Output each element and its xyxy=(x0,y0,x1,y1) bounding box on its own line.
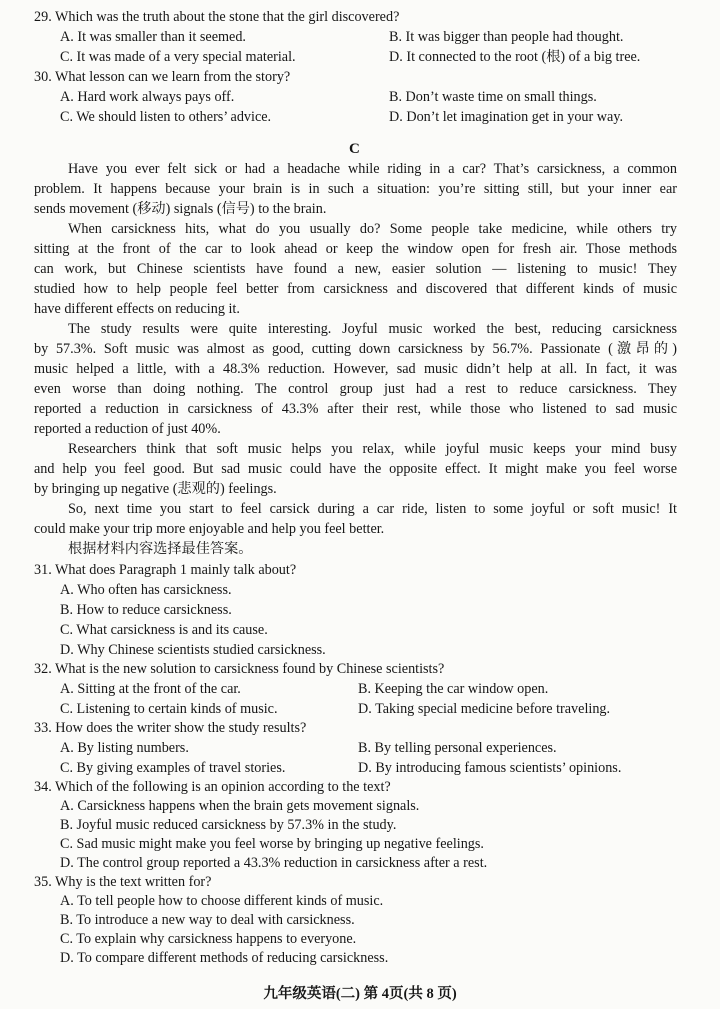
question-31-option-c[interactable]: C. What carsickness is and its cause. xyxy=(60,622,268,638)
instruction-text: 根据材料内容选择最佳答案。 xyxy=(68,541,253,557)
question-30-option-a[interactable]: A. Hard work always pays off. xyxy=(60,89,235,105)
passage-p3-line-2: by 57.3%. Soft music was almost as good, cutting down carsickness by 56.7%. Passionate (激昂的) xyxy=(34,341,677,357)
question-33-option-c[interactable]: C. By giving examples of travel stories. xyxy=(60,760,286,776)
passage-p2-line-4: studied how to help people feel better from carsickness and discovered that different kinds of music xyxy=(34,281,677,297)
passage-p3-line-5: reported a reduction in carsickness of 43.3% after their rest, while those who listened to sad music xyxy=(34,401,677,417)
question-32-option-d[interactable]: D. Taking special medicine before traveling. xyxy=(358,701,611,717)
section-label: C xyxy=(349,141,360,157)
passage-p2-line-2: sitting at the front of the car to look ahead or keep the window open for fresh air. Those methods xyxy=(34,241,677,257)
question-30-option-d[interactable]: D. Don’t let imagination get in your way. xyxy=(389,109,624,125)
passage-p5-line-1: So, next time you start to feel carsick during a car ride, listen to some joyful or soft music! It xyxy=(68,501,677,517)
question-31-stem: 31. What does Paragraph 1 mainly talk about? xyxy=(34,562,297,578)
question-35-option-b[interactable]: B. To introduce a new way to deal with carsickness. xyxy=(60,912,355,928)
question-34-option-b[interactable]: B. Joyful music reduced carsickness by 57.3% in the study. xyxy=(60,817,397,833)
passage-p1-line-2: problem. It happens because your brain is in such a situation: you’re sitting still, but your inner ear xyxy=(34,181,677,197)
question-29-option-b[interactable]: B. It was bigger than people had thought. xyxy=(389,29,624,45)
question-32-option-c[interactable]: C. Listening to certain kinds of music. xyxy=(60,701,278,717)
passage-p2-line-5: have different effects on reducing it. xyxy=(34,301,240,317)
passage-p4-line-1: Researchers think that soft music helps you relax, while joyful music keeps your mind busy xyxy=(68,441,677,457)
passage-p5-line-2: could make your trip more enjoyable and help you feel better. xyxy=(34,521,385,537)
passage-p4-line-3: by bringing up negative (悲观的) feelings. xyxy=(34,481,277,497)
question-32-option-a[interactable]: A. Sitting at the front of the car. xyxy=(60,681,241,697)
question-35-option-c[interactable]: C. To explain why carsickness happens to everyone. xyxy=(60,931,357,947)
question-30-option-c[interactable]: C. We should listen to others’ advice. xyxy=(60,109,272,125)
question-31-option-d[interactable]: D. Why Chinese scientists studied carsickness. xyxy=(60,642,326,658)
question-29-option-c[interactable]: C. It was made of a very special material. xyxy=(60,49,296,65)
question-34-stem: 34. Which of the following is an opinion according to the text? xyxy=(34,779,391,795)
question-35-option-d[interactable]: D. To compare different methods of reducing carsickness. xyxy=(60,950,389,966)
question-33-stem: 33. How does the writer show the study results? xyxy=(34,720,307,736)
question-34-option-a[interactable]: A. Carsickness happens when the brain gets movement signals. xyxy=(60,798,420,814)
question-35-option-a[interactable]: A. To tell people how to choose different kinds of music. xyxy=(60,893,384,909)
question-30-option-b[interactable]: B. Don’t waste time on small things. xyxy=(389,89,597,105)
passage-p3-line-1: The study results were quite interesting. Joyful music worked the best, reducing carsickness xyxy=(68,321,677,337)
passage-p2-line-3: can work, but Chinese scientists have found a new, easier solution — listening to music! They xyxy=(34,261,677,277)
question-35-stem: 35. Why is the text written for? xyxy=(34,874,212,890)
question-29-option-d[interactable]: D. It connected to the root (根) of a big tree. xyxy=(389,49,641,65)
question-32-option-b[interactable]: B. Keeping the car window open. xyxy=(358,681,549,697)
question-34-option-d[interactable]: D. The control group reported a 43.3% reduction in carsickness after a rest. xyxy=(60,855,488,871)
question-33-option-b[interactable]: B. By telling personal experiences. xyxy=(358,740,557,756)
question-29-option-a[interactable]: A. It was smaller than it seemed. xyxy=(60,29,246,45)
passage-p1-line-1: Have you ever felt sick or had a headache while riding in a car? That’s carsickness, a common xyxy=(68,161,677,177)
question-31-option-a[interactable]: A. Who often has carsickness. xyxy=(60,582,232,598)
question-29-stem: 29. Which was the truth about the stone that the girl discovered? xyxy=(34,9,400,25)
question-31-option-b[interactable]: B. How to reduce carsickness. xyxy=(60,602,232,618)
question-32-stem: 32. What is the new solution to carsickness found by Chinese scientists? xyxy=(34,661,445,677)
question-34-option-c[interactable]: C. Sad music might make you feel worse by bringing up negative feelings. xyxy=(60,836,484,852)
page-footer: 九年级英语(二) 第 4页(共 8 页) xyxy=(263,986,457,1002)
passage-p3-line-4: even worse than doing nothing. The control group just had a rest to reduce carsickness. They xyxy=(34,381,677,397)
passage-p4-line-2: and help you feel good. But sad music could have the opposite effect. It might make you feel worse xyxy=(34,461,677,477)
question-30-stem: 30. What lesson can we learn from the story? xyxy=(34,69,291,85)
question-33-option-d[interactable]: D. By introducing famous scientists’ opinions. xyxy=(358,760,622,776)
question-33-option-a[interactable]: A. By listing numbers. xyxy=(60,740,189,756)
passage-p2-line-1: When carsickness hits, what do you usually do? Some people take medicine, while others try xyxy=(68,221,677,237)
passage-p3-line-6: reported a reduction of just 40%. xyxy=(34,421,221,437)
passage-p1-line-3: sends movement (移动) signals (信号) to the brain. xyxy=(34,201,327,217)
passage-p3-line-3: music helped a little, with a 48.3% reduction. However, sad music didn’t help at all. In fact, it was xyxy=(34,361,677,377)
